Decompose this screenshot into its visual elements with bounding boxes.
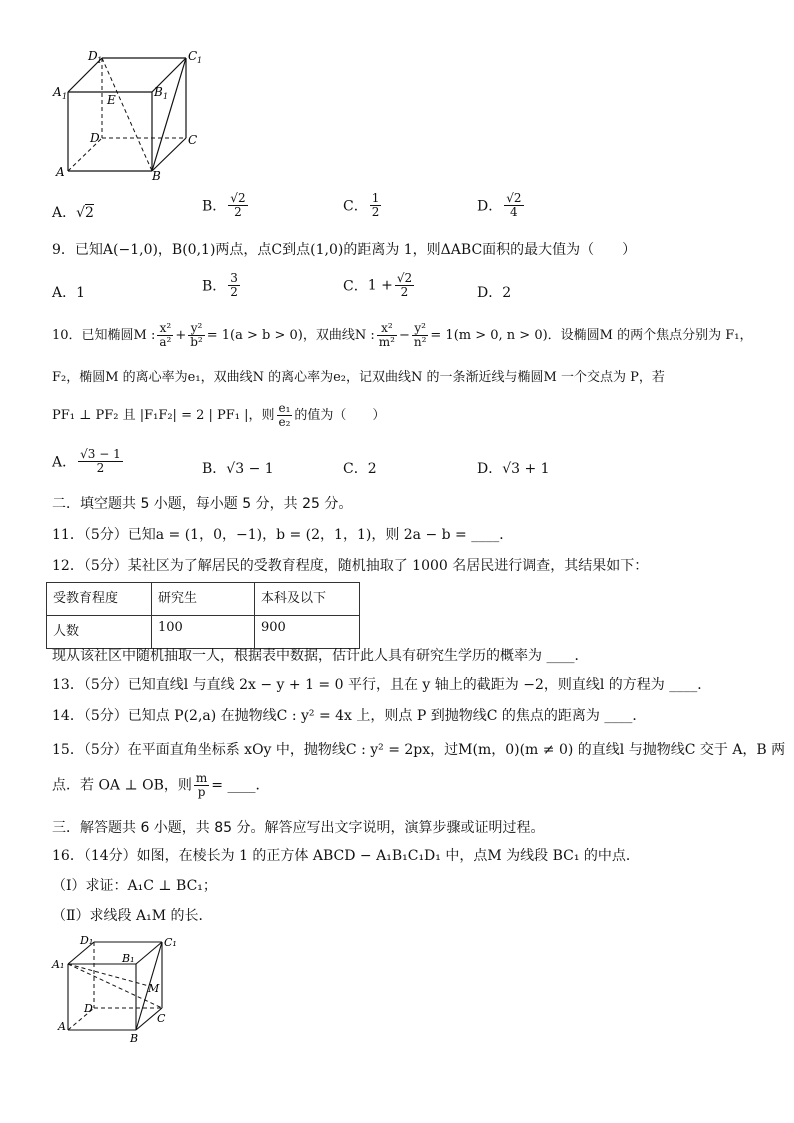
label-a: A: [56, 165, 65, 179]
label-m: M: [148, 982, 160, 995]
table-header-cell: 本科及以下: [255, 583, 360, 616]
label-d: D: [84, 1002, 93, 1015]
q8-option-c: C． $\frac{1}{2}$: [343, 191, 380, 219]
cube-figure-1: [50, 46, 210, 186]
q16-part2: （Ⅱ）求线段 A₁M 的长．: [52, 908, 213, 924]
label-c1: C: [188, 49, 198, 63]
q10-option-b: B．√3 − 1: [202, 461, 274, 477]
q9-text: 9．已知A(−1,0)，B(0,1)两点，点C到点(1,0)的距离为 1，则ΔABC面积的最大值为（ ）: [52, 242, 637, 258]
table-cell: 900: [255, 616, 360, 649]
label-a: A: [58, 1020, 66, 1033]
q16-part1: （Ⅰ）求证：A₁C ⊥ BC₁；: [52, 878, 217, 894]
label-d1: D₁: [80, 934, 94, 947]
label-c1: C₁: [164, 936, 177, 949]
q12-after-text: 现从该社区中随机抽取一人，根据表中数据，估计此人具有研究生学历的概率为 ____．: [52, 648, 589, 664]
label-d: D: [90, 131, 100, 145]
label-b1: B₁: [122, 952, 135, 965]
q15-line2: 点．若 OA ⊥ OB，则 $\frac{m}{p}$ = ____．: [52, 771, 270, 799]
table-header-cell: 受教育程度: [47, 583, 152, 616]
q9-option-a: A．1: [52, 285, 86, 301]
label-a1: A₁: [52, 958, 65, 971]
q8-option-a: A．√2: [52, 205, 94, 221]
label-b1: B: [154, 85, 163, 99]
label-d1: D: [88, 49, 98, 63]
table-header-row: [47, 583, 360, 616]
q10-option-a: A． $\frac{√3 - 1}{2}$: [52, 447, 121, 475]
table-cell: 人数: [47, 616, 152, 649]
svg-text:1: 1: [163, 92, 169, 101]
q9-option-c: C．1 + $\frac{√2}{2}$: [343, 271, 413, 299]
q14-text: 14．（5分）已知点 P(2,a) 在抛物线C : y² = 4x 上，则点 P 到抛物线C 的焦点的距离为 ____．: [52, 708, 647, 724]
label-c: C: [157, 1012, 166, 1025]
label-a1: A: [53, 85, 62, 99]
q10-option-c: C．2: [343, 461, 377, 477]
table-row: [47, 616, 360, 649]
q10-line2: F₂，椭圆M 的离心率为e₁，双曲线N 的离心率为e₂，记双曲线N 的一条渐近线与椭圆M 一个交点为 P，若: [52, 370, 665, 385]
svg-text:1: 1: [197, 56, 203, 65]
table-cell: 100: [152, 616, 255, 649]
section-2-heading: 二．填空题共 5 小题，每小题 5 分，共 25 分。: [52, 496, 353, 512]
q10-option-d: D．√3 + 1: [477, 461, 550, 477]
q16-text: 16．（14分）如图，在棱长为 1 的正方体 ABCD − A₁B₁C₁D₁ 中，点M 为线段 BC₁ 的中点．: [52, 848, 640, 864]
svg-text:1: 1: [62, 92, 68, 101]
q8-option-b: B． $\frac{√2}{2}$: [202, 191, 246, 219]
q11-text: 11．（5分）已知a = (1，0，−1)，b = (2，1，1)，则 2a − b = ____．: [52, 527, 514, 543]
svg-text:1: 1: [97, 56, 103, 65]
label-c: C: [188, 133, 198, 147]
section-3-heading: 三．解答题共 6 小题，共 85 分。解答应写出文字说明，演算步骤或证明过程。: [52, 820, 545, 836]
q13-text: 13．（5分）已知直线l 与直线 2x − y + 1 = 0 平行，且在 y 轴上的截距为 −2，则直线l 的方程为 ____．: [52, 677, 712, 693]
table-header-cell: 研究生: [152, 583, 255, 616]
education-table: [46, 582, 360, 649]
label-b: B: [152, 169, 161, 183]
q10-line3: PF₁ ⊥ PF₂ 且 |F₁F₂| = 2 | PF₁ |，则 $\frac{\text{e₁}}{\text{e₂}}$ 的值为（ ）: [52, 401, 386, 429]
q10-line1: 10．已知椭圆M : $\frac{\text{x²}}{\text{a²}}$ + $\frac{\text{y²}}{\text{b²}}$ = 1(a > b > 0)，双曲线N : $\frac{\text{x²}}{\text{m²}}$ − $\frac{\text{y²}}{\text{n²}}$ = 1(m > 0, n > 0)．设椭圆M 的两个焦点分别为 F₁，: [52, 321, 753, 349]
label-e: E: [107, 93, 116, 107]
q9-option-b: B． $\frac{3}{2}$: [202, 271, 238, 299]
q8-option-d: D． $\frac{√2}{4}$: [477, 191, 522, 219]
q15-line1: 15．（5分）在平面直角坐标系 xOy 中，抛物线C : y² = 2px，过M(m，0)(m ≠ 0) 的直线l 与抛物线C 交于 A，B 两: [52, 742, 786, 758]
cube-figure-2: [50, 932, 190, 1048]
label-b: B: [130, 1032, 139, 1045]
q12-text: 12．（5分）某社区为了解居民的受教育程度，随机抽取了 1000 名居民进行调查，其结果如下：: [52, 558, 649, 574]
q9-option-d: D．2: [477, 285, 512, 301]
